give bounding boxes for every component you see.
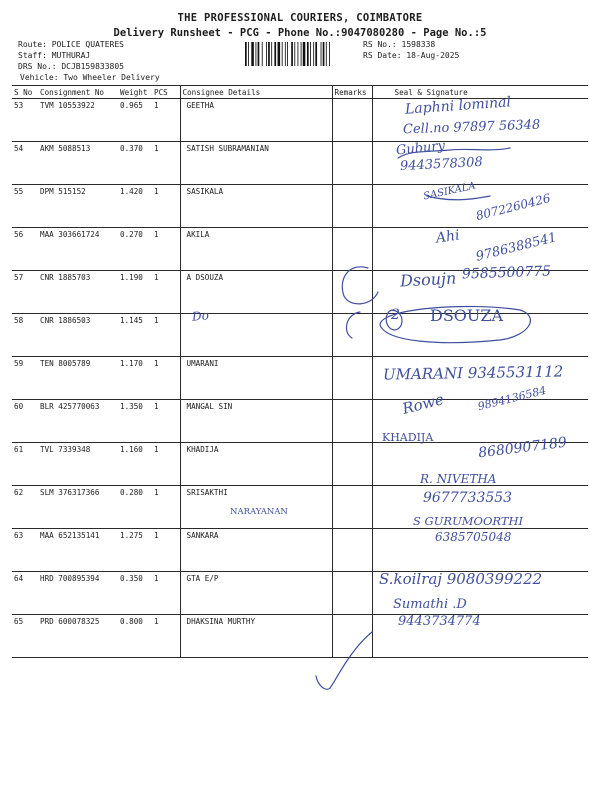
handwritten-name-61: KHADIJA <box>382 431 434 444</box>
vehicle-label: Vehicle: Two Wheeler Delivery <box>20 73 160 82</box>
row-sno: 63 <box>12 529 38 572</box>
row-sno: 58 <box>12 314 38 357</box>
row-consignee: SATISH SUBRAMANIAN <box>180 142 332 185</box>
row-sno: 53 <box>12 99 38 142</box>
runsheet-subtitle: Delivery Runsheet - PCG - Phone No.:9047080280 - Page No.:5 <box>113 27 487 39</box>
row-sno: 56 <box>12 228 38 271</box>
row-pcs: 1 <box>152 271 180 314</box>
handwritten-phone-60: 9894136584 <box>476 383 548 414</box>
row-sno: 57 <box>12 271 38 314</box>
row-consignment: CNR 1885703 <box>38 271 118 314</box>
row-pcs: 1 <box>152 314 180 357</box>
rs-date-label: RS Date: 18-Aug-2025 <box>363 51 460 60</box>
col-header-pcs: PCS <box>152 86 180 99</box>
row-consignee: GTA E/P <box>180 572 332 615</box>
handwritten-phone-57: 9585500775 <box>461 263 552 283</box>
rs-number-label: RS No.: 1598338 <box>363 40 436 49</box>
col-header-consignment: Consignment No <box>38 86 118 99</box>
row-remarks <box>332 572 372 615</box>
handwritten-name-57: Dsoujn <box>399 268 457 291</box>
col-header-signature: Seal & Signature <box>372 86 588 99</box>
row-consignment: TVM 10553922 <box>38 99 118 142</box>
row-weight: 1.170 <box>118 357 152 400</box>
row-pcs: 1 <box>152 357 180 400</box>
handwritten-phone-61: 8680907189 <box>477 434 568 462</box>
row-consignee: UMARANI <box>180 357 332 400</box>
row-remarks <box>332 185 372 228</box>
row-pcs: 1 <box>152 99 180 142</box>
row-pcs: 1 <box>152 529 180 572</box>
row-pcs: 1 <box>152 185 180 228</box>
col-header-sno: S No <box>12 86 38 99</box>
row-consignment: HRD 700895394 <box>38 572 118 615</box>
handwritten-extra-63: NARAYANAN <box>230 507 288 517</box>
handwritten-name-63: S GURUMOORTHI <box>413 514 524 528</box>
row-weight: 0.270 <box>118 228 152 271</box>
row-pcs: 1 <box>152 400 180 443</box>
table-row <box>12 142 588 185</box>
row-sno: 62 <box>12 486 38 529</box>
row-weight: 0.350 <box>118 572 152 615</box>
row-consignee: A DSOUZA <box>180 271 332 314</box>
row-consignee: MANGAL SIN <box>180 400 332 443</box>
handwritten-name-55: SASIKALA <box>422 180 477 203</box>
row-sno: 61 <box>12 443 38 486</box>
handwritten-text-59: UMARANI 9345531112 <box>382 362 564 384</box>
row-remarks <box>332 443 372 486</box>
handwritten-name-65: Sumathi .D <box>393 597 467 612</box>
row-consignment: MAA 652135141 <box>38 529 118 572</box>
row-weight: 0.965 <box>118 99 152 142</box>
handwritten-phone-63: 6385705048 <box>435 530 512 544</box>
row-remarks <box>332 314 372 357</box>
handwritten-text-64: S.koilraj 9080399222 <box>379 570 543 588</box>
row-consignment: MAA 303661724 <box>38 228 118 271</box>
handwritten-ditto-58: Do <box>191 308 210 324</box>
row-weight: 1.350 <box>118 400 152 443</box>
row-pcs: 1 <box>152 615 180 658</box>
row-weight: 0.280 <box>118 486 152 529</box>
row-sno: 64 <box>12 572 38 615</box>
row-weight: 1.160 <box>118 443 152 486</box>
handwritten-name-62: R. NIVETHA <box>420 472 497 486</box>
row-weight: 1.190 <box>118 271 152 314</box>
row-sno: 65 <box>12 615 38 658</box>
drs-label: DRS No.: DCJB159833805 <box>18 62 124 71</box>
handwritten-phone-53: Cell.no 97897 56348 <box>402 117 541 138</box>
handwritten-phone-54: 9443578308 <box>399 154 484 175</box>
row-weight: 1.145 <box>118 314 152 357</box>
row-consignee: GEETHA <box>180 99 332 142</box>
row-remarks <box>332 400 372 443</box>
row-consignment: PRD 600078325 <box>38 615 118 658</box>
handwritten-number-58: 2 <box>391 307 400 323</box>
row-consignee: SASIKALA <box>180 185 332 228</box>
handwritten-name-54: Gubury <box>395 138 446 159</box>
row-pcs: 1 <box>152 572 180 615</box>
row-pcs: 1 <box>152 228 180 271</box>
col-header-weight: Weight <box>118 86 152 99</box>
row-sno: 59 <box>12 357 38 400</box>
row-pcs: 1 <box>152 486 180 529</box>
staff-label: Staff: MUTHURAJ <box>18 51 91 60</box>
route-label: Route: POLICE QUATERES <box>18 40 124 49</box>
row-remarks <box>332 486 372 529</box>
row-pcs: 1 <box>152 443 180 486</box>
row-weight: 0.800 <box>118 615 152 658</box>
handwritten-name-53: Laphni lominal <box>404 94 512 118</box>
handwritten-phone-62: 9677733553 <box>423 490 513 506</box>
barcode-image <box>245 42 357 66</box>
row-remarks <box>332 228 372 271</box>
handwritten-phone-56: 9786388541 <box>474 230 559 265</box>
row-consignee: SANKARA <box>180 529 332 572</box>
table-row <box>12 615 588 658</box>
row-remarks <box>332 529 372 572</box>
col-header-remarks: Remarks <box>332 86 372 99</box>
row-consignee: AKILA <box>180 228 332 271</box>
handwritten-name-56: Ahi <box>435 227 461 247</box>
row-consignment: TEN 8005789 <box>38 357 118 400</box>
handwritten-phone-65: 9443734774 <box>398 614 481 629</box>
row-consignment: SLM 376317366 <box>38 486 118 529</box>
company-title: THE PROFESSIONAL COURIERS, COIMBATORE <box>177 12 423 24</box>
row-remarks <box>332 615 372 658</box>
row-weight: 1.420 <box>118 185 152 228</box>
row-pcs: 1 <box>152 142 180 185</box>
row-sno: 55 <box>12 185 38 228</box>
row-remarks <box>332 142 372 185</box>
row-weight: 0.370 <box>118 142 152 185</box>
row-weight: 1.275 <box>118 529 152 572</box>
row-sno: 60 <box>12 400 38 443</box>
row-consignment: CNR 1886503 <box>38 314 118 357</box>
row-consignee: SRISAKTHI <box>180 486 332 529</box>
row-consignment: TVL 7339348 <box>38 443 118 486</box>
row-consignee: KHADIJA <box>180 443 332 486</box>
row-consignment: AKM 5088513 <box>38 142 118 185</box>
col-header-consignee: Consignee Details <box>180 86 332 99</box>
handwritten-name-60: Rowe <box>400 390 446 418</box>
handwritten-name-58: DSOUZA <box>430 306 504 325</box>
row-remarks <box>332 99 372 142</box>
row-consignment: DPM 515152 <box>38 185 118 228</box>
row-remarks <box>332 357 372 400</box>
row-remarks <box>332 271 372 314</box>
row-sno: 54 <box>12 142 38 185</box>
row-consignee: DHAKSINA MURTHY <box>180 615 332 658</box>
row-consignment: BLR 425770063 <box>38 400 118 443</box>
handwritten-phone-55: 8072260426 <box>474 190 552 224</box>
